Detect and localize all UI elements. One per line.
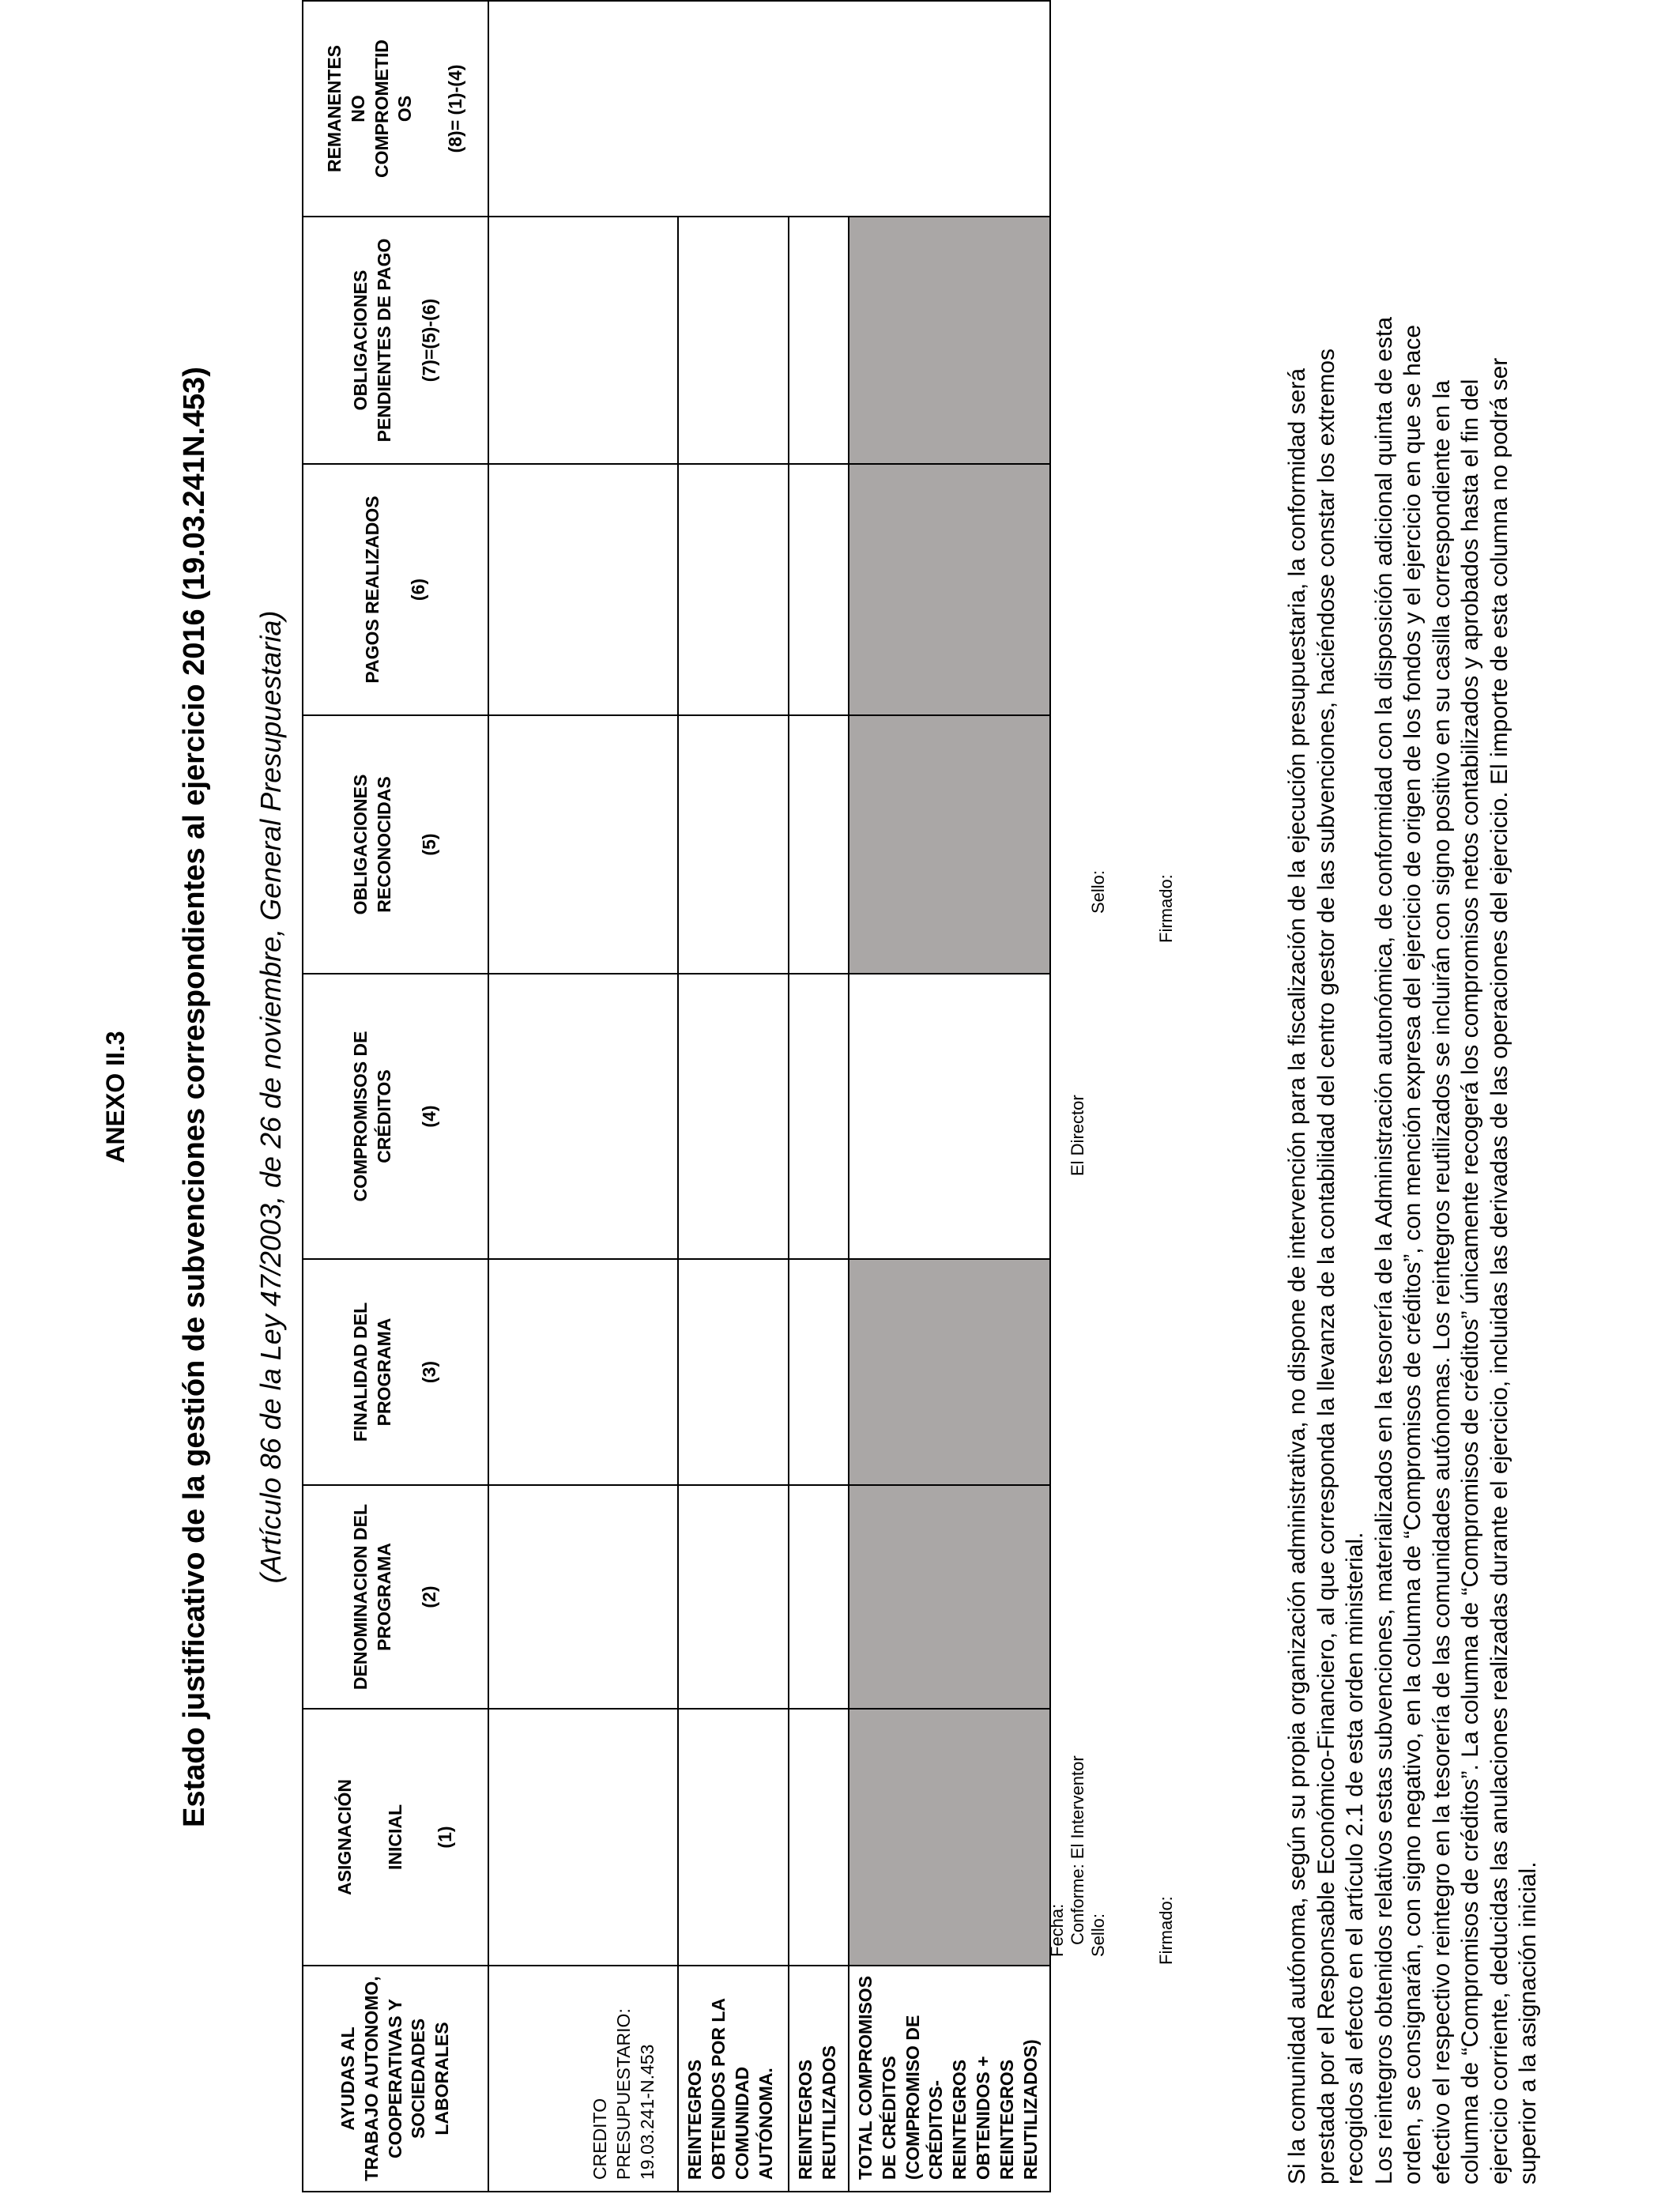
- table-cell: [789, 464, 849, 715]
- row-label-credito: CREDITO PRESUPUESTARIO: 19.03.241-N.453: [488, 1966, 678, 2192]
- conforme-label: Conforme: El Interventor: [1068, 1755, 1087, 1945]
- header-row: [303, 1, 488, 2192]
- note-line: efectivo el respectivo reintegro en la tesorería de las comunidades autónomas. Los reintegros reutilizados se incluirán con signo positivo en su casilla correspondiente en la: [1428, 380, 1455, 2185]
- row-label-reintegros-obtenidos: REINTEGROS OBTENIDOS POR LA COMUNIDAD AUTÓNOMA.: [678, 1966, 789, 2192]
- shaded-cell: [849, 1485, 1050, 1709]
- document-subtitle: Estado justificativo de la gestión de subvenciones correspondientes al ejercicio 2016 (19.03.241N.453): [178, 367, 211, 1827]
- table-cell: [488, 1, 1050, 217]
- annex-title: ANEXO II.3: [101, 1031, 130, 1163]
- table-cell: [488, 715, 678, 974]
- table-cell: [678, 1259, 789, 1485]
- legal-reference: (Artículo 86 de la Ley 47/2003, de 26 de noviembre, General Presupuestaria): [254, 610, 287, 1584]
- table-cell: [488, 1259, 678, 1485]
- table-row: [849, 1, 1050, 2192]
- table-cell: [849, 974, 1050, 1259]
- col-header-obligaciones-reconocidas: OBLIGACIONES RECONOCIDAS (5): [303, 715, 488, 974]
- table-cell: [488, 1485, 678, 1709]
- table-cell: [678, 464, 789, 715]
- director-label: El Director: [1068, 1095, 1087, 1176]
- table-row: [678, 1, 789, 2192]
- explanatory-note: [1283, 19, 1543, 2185]
- col-header-denominacion: DENOMINACION DEL PROGRAMA (2): [303, 1485, 488, 1709]
- table-cell: [789, 974, 849, 1259]
- table-row: [488, 1, 678, 2192]
- col-header-pagos-realizados: PAGOS REALIZADOS (6): [303, 464, 488, 715]
- table-cell: [789, 217, 849, 464]
- note-line: prestada por el Responsable Económico-Financiero, al que corresponda la llevanza de la contabilidad del centro gestor de las subvenciones, haciéndose constar los extremos: [1313, 348, 1339, 2185]
- col-header-obligaciones-pendientes: OBLIGACIONES PENDIENTES DE PAGO (7)=(5)-(6): [303, 217, 488, 464]
- table-row: [789, 1, 849, 2192]
- col-header-compromisos: COMPROMISOS DE CRÉDITOS (4): [303, 974, 488, 1259]
- row-label-total-compromisos: TOTAL COMPROMISOS DE CRÉDITOS (COMPROMISO DE CRÉDITOS-REINTEGROS OBTENIDOS + REINTEGROS REUTILIZADOS): [849, 1966, 1050, 2192]
- shaded-cell: [849, 715, 1050, 974]
- table-cell: [789, 1709, 849, 1966]
- sello-right-label: Sello:: [1088, 869, 1108, 914]
- shaded-cell: [849, 1259, 1050, 1485]
- table-cell: [488, 974, 678, 1259]
- firmado-left-label: Firmado:: [1156, 1896, 1176, 1965]
- table-cell: [488, 217, 678, 464]
- table-cell: [678, 715, 789, 974]
- table-cell: [678, 217, 789, 464]
- note-line: superior a la asignación inicial.: [1515, 1861, 1541, 2185]
- firmado-right-label: Firmado:: [1156, 874, 1176, 943]
- table-cell: [789, 715, 849, 974]
- fecha-label: Fecha:: [1047, 1903, 1067, 1957]
- table-cell: [678, 1709, 789, 1966]
- corner-header: AYUDAS AL TRABAJO AUTONOMO, COOPERATIVAS Y SOCIEDADES LABORALES: [303, 1966, 488, 2192]
- note-line: Si la comunidad autónoma, según su propia organización administrativa, no dispone de intervención para la fiscalización de la ejecución presupuestaria, la conformidad será: [1284, 368, 1310, 2185]
- row-label-reintegros-reutilizados: REINTEGROS REUTILIZADOS: [789, 1966, 849, 2192]
- shaded-cell: [849, 464, 1050, 715]
- table-cell: [488, 464, 678, 715]
- note-line: ejercicio corriente, deducidas las anulaciones realizadas durante el ejercicio, incluidas las derivadas de las operaciones del ejercicio. El importe de esta columna no podrá ser: [1486, 357, 1512, 2185]
- note-line: Los reintegros obtenidos relativos estas subvenciones, materializados en la tesorería de la Administración autonómica, de conformidad con la disposición adicional quinta de esta: [1370, 316, 1397, 2185]
- note-line: columna de “Compromisos de créditos”. La columna de “Compromisos de créditos” únicamente recogerá los compromisos netos contabilizados y aprobados hasta el fin del: [1457, 379, 1483, 2185]
- table-cell: [488, 1709, 678, 1966]
- note-line: recogidos al efecto en el artículo 2.1 de esta orden ministerial.: [1342, 1532, 1368, 2185]
- col-header-asignacion-inicial: ASIGNACIÓN INICIAL (1): [303, 1709, 488, 1966]
- shaded-cell: [849, 217, 1050, 464]
- col-header-remanentes: REMANENTES NO COMPROMETID OS (8)= (1)-(4): [303, 1, 488, 217]
- col-header-finalidad: FINALIDAD DEL PROGRAMA (3): [303, 1259, 488, 1485]
- shaded-cell: [849, 1709, 1050, 1966]
- table-cell: [789, 1259, 849, 1485]
- table-cell: [678, 974, 789, 1259]
- table-cell: [789, 1485, 849, 1709]
- sello-left-label: Sello:: [1088, 1913, 1108, 1957]
- note-line: orden, se consignarán, con signo negativo, en la columna de “Compromisos de créditos”, con mención expresa del ejercicio de origen de los fondos y el ejercicio en que se hace: [1399, 324, 1426, 2185]
- table-cell: [678, 1485, 789, 1709]
- subsidy-management-table: [302, 0, 1051, 2192]
